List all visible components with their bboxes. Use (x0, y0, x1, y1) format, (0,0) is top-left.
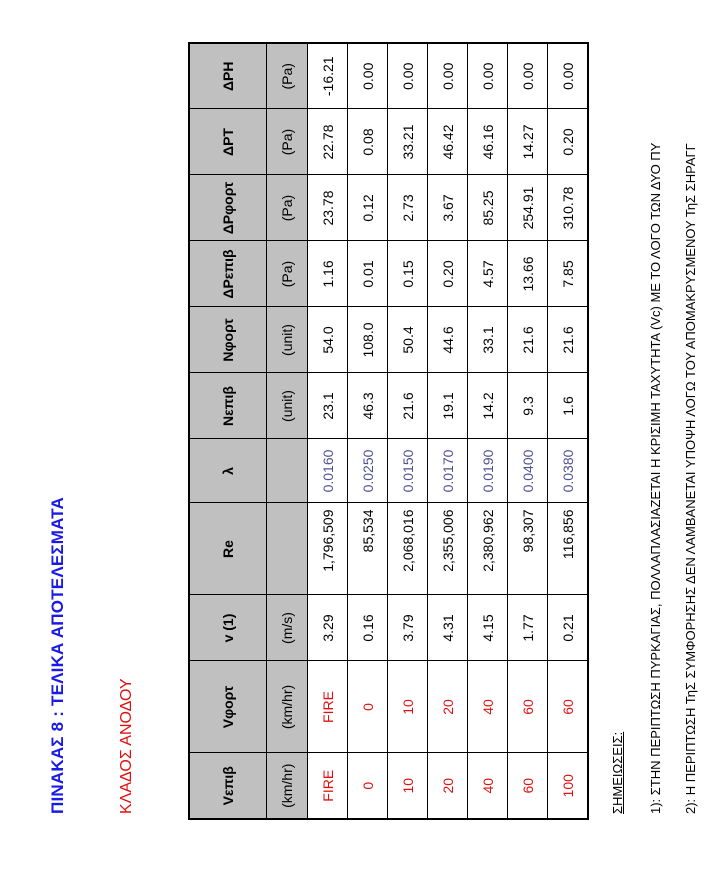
table-cell: FIRE (308, 661, 348, 753)
unit-cell: (unit) (267, 373, 308, 439)
table-cell: 60 (548, 661, 589, 753)
table-cell: 0.08 (348, 109, 388, 175)
table-cell: 1,796,509 (308, 503, 348, 595)
table-cell: 21.6 (508, 307, 548, 373)
table-cell: 10 (388, 753, 428, 819)
table-cell: 54.0 (308, 307, 348, 373)
table-cell: 98,307 (508, 503, 548, 595)
table-row (428, 43, 468, 819)
table-cell: 40 (468, 661, 508, 753)
table-cell: 0.0190 (468, 439, 508, 503)
table-cell: 21.6 (548, 307, 589, 373)
table-cell: 0.15 (388, 241, 428, 307)
table-cell: 0.00 (428, 43, 468, 109)
column-header: ΔΡΗ (189, 43, 267, 109)
table-cell: 1.6 (548, 373, 589, 439)
page-title: ΠΙΝΑΚΑΣ 8 : ΤΕΛΙΚΑ ΑΠΟΤΕΛΕΣΜΑΤΑ (48, 496, 67, 814)
unit-cell: (m/s) (267, 595, 308, 661)
table-cell: 85,534 (348, 503, 388, 595)
table-cell: 254.91 (508, 175, 548, 241)
table-cell: 1.77 (508, 595, 548, 661)
unit-cell: (Pa) (267, 241, 308, 307)
table-cell: 0.16 (348, 595, 388, 661)
table-cell: 46.3 (348, 373, 388, 439)
table-cell: 46.42 (428, 109, 468, 175)
table-cell: 0.0400 (508, 439, 548, 503)
table-row (348, 43, 388, 819)
table-cell: 108.0 (348, 307, 388, 373)
table-cell: 0.0150 (388, 439, 428, 503)
note-2: 2): Η ΠΕΡΙΠΤΩΣΗ ΤηΣ ΣΥΜΦΟΡΗΣΗΣ ΔΕΝ ΛΑΜΒΑΝΕΤΑΙ ΥΠΟΨΗ ΛΟΓΩ ΤΟΥ ΑΠΟΜΑΚΡΥΣΜΕΝΟΥ ΤηΣ ΣΗΡΑΓΓ (683, 143, 698, 814)
table-cell: 19.1 (428, 373, 468, 439)
table-cell: 50.4 (388, 307, 428, 373)
column-header: ΔΡΤ (189, 109, 267, 175)
table-cell: 33.21 (388, 109, 428, 175)
table-cell: 20 (428, 753, 468, 819)
column-header: λ (189, 439, 267, 503)
table-cell: 13.66 (508, 241, 548, 307)
column-header: Vεπιβ (189, 753, 267, 819)
table-cell: 4.31 (428, 595, 468, 661)
notes-title: ΣΗΜΕΙΩΣΕΙΣ: (610, 731, 625, 814)
table-cell: 14.27 (508, 109, 548, 175)
table-cell: 0.00 (388, 43, 428, 109)
table-cell: 0.21 (548, 595, 589, 661)
table-cell: 46.16 (468, 109, 508, 175)
table-cell: 9.3 (508, 373, 548, 439)
table-cell: 3.29 (308, 595, 348, 661)
table-cell: 4.15 (468, 595, 508, 661)
table-cell: 22.78 (308, 109, 348, 175)
results-table (188, 42, 589, 820)
table-row (508, 43, 548, 819)
table-cell: 0.00 (468, 43, 508, 109)
column-header: ΔΡεπιβ (189, 241, 267, 307)
table-cell: 60 (508, 661, 548, 753)
section-subtitle: ΚΛΑΔΟΣ ΑΝΟΔΟΥ (118, 678, 135, 814)
table-cell: 0.20 (548, 109, 589, 175)
table-row (468, 43, 508, 819)
unit-cell: (Pa) (267, 175, 308, 241)
unit-cell: (Pa) (267, 109, 308, 175)
table-cell: 2,355,006 (428, 503, 468, 595)
table-cell: 21.6 (388, 373, 428, 439)
table-cell: 100 (548, 753, 589, 819)
header-row (189, 43, 267, 819)
table-row (548, 43, 589, 819)
column-header: ΔΡφορτ (189, 175, 267, 241)
table-cell: 3.79 (388, 595, 428, 661)
table-cell: 23.1 (308, 373, 348, 439)
table-cell: 33.1 (468, 307, 508, 373)
table-cell: 14.2 (468, 373, 508, 439)
table-cell: 0.00 (348, 43, 388, 109)
column-header: v (1) (189, 595, 267, 661)
column-header: Νφορτ (189, 307, 267, 373)
table-cell: 0.0380 (548, 439, 589, 503)
table-cell: 0.01 (348, 241, 388, 307)
table-cell: 116,856 (548, 503, 589, 595)
unit-cell (267, 503, 308, 595)
table-row (388, 43, 428, 819)
column-header: Re (189, 503, 267, 595)
column-header: Vφορτ (189, 661, 267, 753)
unit-cell: (unit) (267, 307, 308, 373)
table-cell: 1.16 (308, 241, 348, 307)
table-cell: 2.73 (388, 175, 428, 241)
table-cell: 0.12 (348, 175, 388, 241)
table-cell: 44.6 (428, 307, 468, 373)
units-row (267, 43, 308, 819)
table-cell: 0.20 (428, 241, 468, 307)
unit-cell: (km/hr) (267, 661, 308, 753)
table-cell: 0.00 (508, 43, 548, 109)
table-cell: 40 (468, 753, 508, 819)
table-cell: 60 (508, 753, 548, 819)
unit-cell: (km/hr) (267, 753, 308, 819)
table-cell: 2,068,016 (388, 503, 428, 595)
column-header: Νεπιβ (189, 373, 267, 439)
table-row (308, 43, 348, 819)
table-cell: FIRE (308, 753, 348, 819)
table-cell: 310.78 (548, 175, 589, 241)
table-cell: 2,380,962 (468, 503, 508, 595)
table-cell: 0.0250 (348, 439, 388, 503)
table-cell: 7.85 (548, 241, 589, 307)
table-cell: 23.78 (308, 175, 348, 241)
table-cell: 85.25 (468, 175, 508, 241)
table-cell: 0.00 (548, 43, 589, 109)
table-cell: 0.0160 (308, 439, 348, 503)
unit-cell (267, 439, 308, 503)
table-cell: 0 (348, 753, 388, 819)
table-cell: 3.67 (428, 175, 468, 241)
table-cell: 20 (428, 661, 468, 753)
table-cell: -16.21 (308, 43, 348, 109)
table-cell: 0 (348, 661, 388, 753)
table-cell: 4.57 (468, 241, 508, 307)
note-1: 1): ΣΤΗΝ ΠΕΡΙΠΤΩΣΗ ΠΥΡΚΑΓΙΑΣ, ΠΟΛΛΑΠΛΑΣΙΑΖΕΤΑΙ Η ΚΡΙΣΙΜΗ ΤΑΧΥΤΗΤΑ (Vc) ΜΕ ΤΟ ΛΟΓΟ ΤΩΝ ΔΥΟ ΠΥ (648, 142, 663, 814)
table-cell: 10 (388, 661, 428, 753)
unit-cell: (Pa) (267, 43, 308, 109)
table-cell: 0.0170 (428, 439, 468, 503)
